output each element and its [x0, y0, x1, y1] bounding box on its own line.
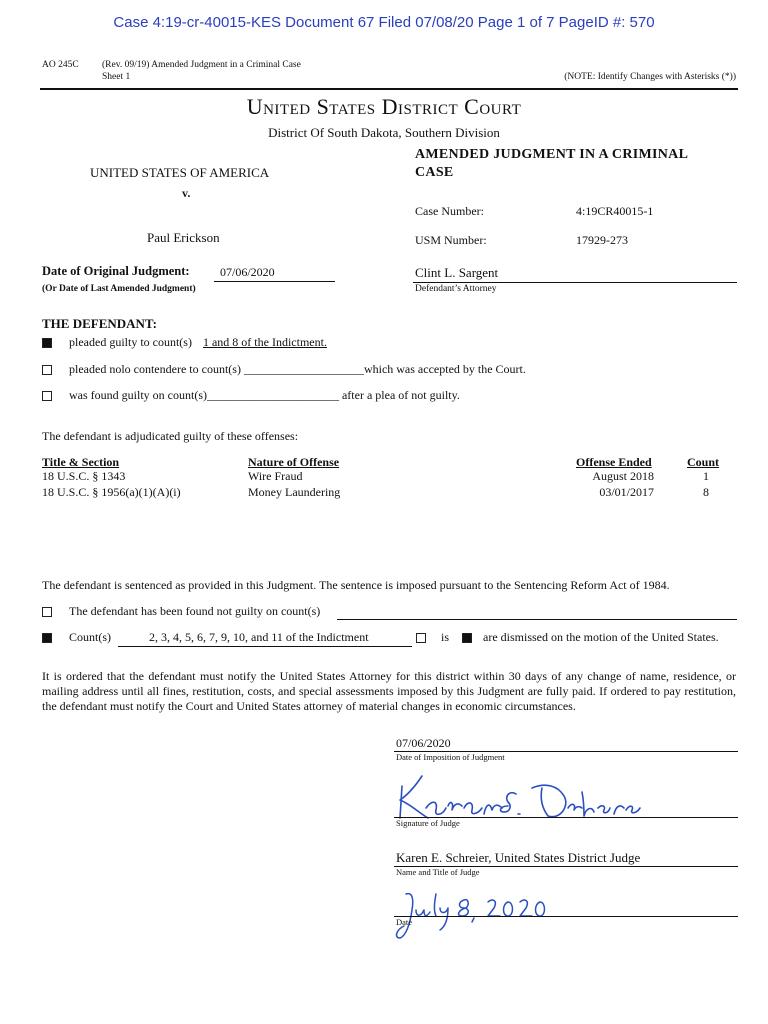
- not-guilty-label: The defendant has been found not guilty on count(s): [69, 604, 321, 618]
- table-row-1-nature: Wire Fraud: [248, 469, 303, 483]
- court-title: United States District Court: [246, 94, 522, 119]
- form-sheet: Sheet 1: [102, 72, 131, 82]
- dismissed-row: [42, 630, 111, 645]
- original-judgment-date: 07/06/2020: [220, 265, 275, 279]
- checked-box-icon[interactable]: [42, 633, 52, 643]
- judgment-title: AMENDED JUDGMENT IN A CRIMINAL CASE: [415, 147, 688, 180]
- table-row-2-count: 8: [703, 485, 709, 499]
- table-row-2-section: 18 U.S.C. § 1956(a)(1)(A)(i): [42, 485, 181, 499]
- nolo-row: [42, 362, 526, 377]
- nolo-text: pleaded nolo contendere to count(s) ____________________which was accepted by the Court.: [69, 362, 526, 376]
- original-judgment-line: [214, 281, 335, 282]
- order-paragraph: It is ordered that the defendant must notify the United States Attorney for this district within 30 days of any change of name, residence, or mailing address until all fines, restitution, costs, and special assessments imposed by this Judgment are fully paid. If ordered to pay restitution, the defendant must notify the Court and United States attorney of material changes in economic circumstances.: [42, 669, 736, 713]
- handwritten-date: [392, 884, 552, 944]
- defendant-heading: THE DEFENDANT:: [42, 316, 157, 331]
- filing-stamp: Case 4:19-cr-40015-KES Document 67 Filed 07/08/20 Page 1 of 7 PageID #: 570: [113, 14, 655, 31]
- pleaded-guilty-label: pleaded guilty to count(s): [69, 335, 192, 349]
- col-offense-ended: Offense Ended: [576, 455, 652, 469]
- table-row-1-ended: August 2018: [592, 469, 654, 483]
- defense-attorney: Clint L. Sargent: [415, 265, 499, 280]
- usm-number: 17929-273: [576, 233, 628, 247]
- original-judgment-label: Date of Original Judgment:: [42, 264, 190, 278]
- not-guilty-row: [42, 604, 320, 619]
- case-number-label: Case Number:: [415, 204, 484, 218]
- table-row-2-ended: 03/01/2017: [599, 485, 654, 499]
- unchecked-box-icon[interactable]: [42, 365, 52, 375]
- plaintiff-name: UNITED STATES OF AMERICA: [90, 165, 270, 180]
- defendant-name: Paul Erickson: [147, 230, 220, 245]
- form-revision: (Rev. 09/19) Amended Judgment in a Criminal Case: [102, 60, 301, 70]
- unchecked-box-icon[interactable]: [416, 633, 426, 643]
- dismissed-counts: 2, 3, 4, 5, 6, 7, 9, 10, and 11 of the Indictment: [149, 630, 369, 644]
- judge-signature: [392, 770, 652, 822]
- date-label: Date: [396, 917, 413, 927]
- form-note: (NOTE: Identify Changes with Asterisks (*)): [564, 72, 736, 82]
- form-code: AO 245C: [42, 60, 79, 70]
- dismissed-counts-line: [118, 646, 412, 647]
- pleaded-guilty-value: 1 and 8 of the Indictment.: [202, 335, 327, 349]
- attorney-line: [413, 282, 737, 283]
- found-guilty-text: was found guilty on count(s)______________________ after a plea of not guilty.: [69, 388, 460, 402]
- is-label: is: [441, 630, 450, 644]
- checked-box-icon[interactable]: [462, 633, 472, 643]
- original-judgment-sub: (Or Date of Last Amended Judgment): [42, 284, 196, 294]
- found-guilty-row: [42, 388, 460, 403]
- col-nature: Nature of Offense: [248, 455, 340, 469]
- table-row-1-count: 1: [703, 469, 709, 483]
- judge-name: Karen E. Schreier, United States District Judge: [396, 850, 641, 865]
- case-number: 4:19CR40015-1: [576, 204, 654, 218]
- not-guilty-line: [337, 619, 737, 620]
- sentence-text: The defendant is sentenced as provided in this Judgment. The sentence is imposed pursuant to the Sentencing Reform Act of 1984.: [42, 578, 670, 592]
- imposition-label: Date of Imposition of Judgment: [396, 752, 505, 762]
- unchecked-box-icon[interactable]: [42, 607, 52, 617]
- checked-box-icon[interactable]: [42, 338, 52, 348]
- col-count: Count: [687, 455, 720, 469]
- attorney-label: Defendant’s Attorney: [415, 284, 497, 294]
- judge-name-label: Name and Title of Judge: [396, 867, 480, 877]
- table-row-1-section: 18 U.S.C. § 1343: [42, 469, 126, 483]
- dismissed-tail: are dismissed on the motion of the United States.: [483, 630, 719, 644]
- counts-label: Count(s): [69, 630, 111, 644]
- is-option: [416, 630, 719, 645]
- imposition-date: 07/06/2020: [396, 736, 451, 750]
- col-title-section: Title & Section: [42, 455, 120, 469]
- table-row-2-nature: Money Laundering: [248, 485, 341, 499]
- pleaded-guilty-row: [42, 335, 327, 350]
- usm-label: USM Number:: [415, 233, 487, 247]
- court-district: District Of South Dakota, Southern Division: [268, 125, 500, 140]
- date-line: [394, 916, 738, 917]
- unchecked-box-icon[interactable]: [42, 391, 52, 401]
- adjudicated-text: The defendant is adjudicated guilty of these offenses:: [42, 429, 299, 443]
- header-rule: [40, 88, 738, 90]
- versus: v.: [182, 186, 191, 200]
- signature-label: Signature of Judge: [396, 818, 460, 828]
